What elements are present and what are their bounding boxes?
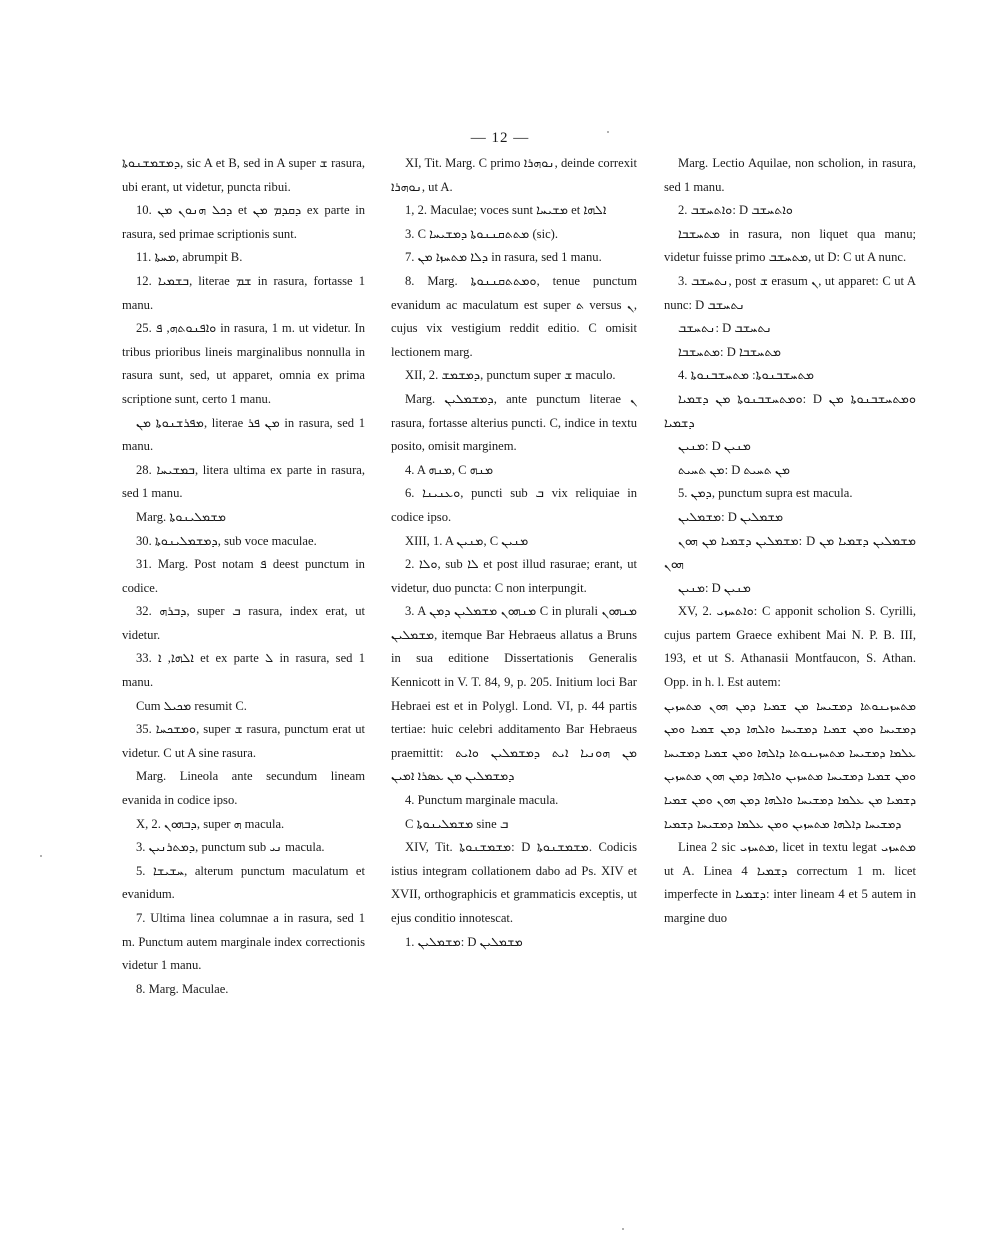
print-speck — [40, 855, 42, 857]
note-paragraph: 25. ܘܐܦܢܘܬܗ, ܦ in rasura, 1 m. ut videtur. In tribus prioribus lineis marginalibus nonnulla in rasura sunt, sed, ut apparet, omnia ex prima scriptione sunt, certo 1 manu. — [122, 321, 366, 406]
note-paragraph: ܡܬܚܫܒܐ: D ܡܬܚܫܒܐ — [678, 344, 781, 359]
note-paragraph: 30. ܕܡܫܡܠܝܢܘܬܐ, sub voce maculae. — [136, 533, 317, 548]
right-column — [664, 152, 916, 931]
note-paragraph: XI, Tit. Marg. C primo ܢܘܗܪܐ, deinde correxit ܢܘܗܪܐ, ut A. — [391, 156, 637, 194]
syriac-scholion: ܡܬܚܙܝܢܘܬܐ ܕܡܫܝܚܐ ܡܢ ܫܡܝܐ ܕܡܢ ܗܘܢ ܡܬܚܙܝܢ ܕܡܫܝܚܐ ܘܡܢ ܫܡܝܐ ܕܡܫܝܚܐ ܘܐܠܗܐ ܕܡܢ ܫܡܝܐ ܘܡܢ ܥܠܡܐ ܕܡܫܝܚܐ ܡܬܚܙܝܢܘܬܐ ܕܐܠܗܐ ܘܡܢ ܫܡܝܐ ܕܡܫܝܚܐ ܘܡܢ ܫܡܝܐ ܕܡܫܝܚܐ ܡܬܚܙܝܢ ܘܐܠܗܐ ܕܡܢ ܗܘܢ ܡܬܚܙܝܢ ܕܫܡܝܐ ܡܢ ܥܠܡܐ ܕܡܫܝܚܐ ܘܐܠܗܐ ܕܡܢ ܗܘܢ ܘܡܢ ܫܡܝܐ ܕܡܫܝܚܐ ܕܐܠܗܐ ܡܬܚܙܝܢ ܘܡܢ ܥܠܡܐ ܕܡܫܝܚܐ ܕܫܡܝܐ — [664, 698, 916, 831]
print-speck — [607, 131, 609, 133]
note-paragraph: ܘܡܬܚܫܒܢܘܬܐ ܡܢ ܕܫܡܝܐ: D ܘܡܬܚܫܒܢܘܬܐ ܡܢ ܕܫܡܝܐ — [664, 391, 917, 430]
note-paragraph: X, 2. ܕܒܗܘܢ, super ܗ macula. — [136, 816, 285, 831]
note-paragraph: 10. ܕܟܠ ܗܢܘܢ ܡܢ et ܕܩܕܡ ܡܢ ex parte in rasura, sed primae scriptionis sunt. — [122, 203, 366, 241]
note-paragraph: ܡܬܚܫܒܐ in rasura, non liquet qua manu; videtur fuisse primo ܡܬܚܫܒ, ut D: C ut A nunc. — [664, 226, 916, 265]
note-paragraph: 3. ܕܡܬܪܢܝܢ, punctum sub ܢܝ macula. — [136, 840, 325, 855]
note-paragraph: ܡܫܡܠܝܢ: D ܡܫܡܠܝܢ — [678, 509, 784, 524]
note-paragraph: 3. C ܡܬܬܩܢܢܘܬܐ ܕܡܫܝܚܐ (sic). — [405, 226, 559, 241]
note-paragraph: 7. Ultima linea columnae a in rasura, sed 1 m. Punctum autem marginale index correctionis videtur 1 manu. — [122, 911, 365, 973]
note-paragraph: 8. Marg. ܘܡܬܬܩܢܢܘܬܐ, tenue punctum evanidum ac maculatum est super ܬ versus ܢ, cujus vix vestigium reddit editio. C omisit lectionem marg. — [391, 273, 637, 359]
note-paragraph: Cum ܡܟܝܠ resumit C. — [136, 698, 247, 713]
note-paragraph: 4. ܡܬܚܫܒܢܘܬܐ: ܡܬܚܫܒܢܘܬܐ — [678, 368, 815, 383]
note-paragraph: ܢܬܚܫܒ: D ܢܬܚܫܒ — [678, 321, 772, 336]
left-column — [122, 152, 365, 1001]
note-paragraph: XII, 2. ܕܡܫܡܫ, punctum super ܫ maculo. — [405, 368, 616, 383]
note-paragraph: 6. ܘܥܢܝܢܐ, puncti sub ܒ vix reliquiae in codice ipso. — [391, 486, 638, 524]
note-paragraph: ܡܫܡܠܝܢ ܕܫܡܝܐ ܡܢ ܗܘܢ: D ܡܫܡܠܝܢ ܕܫܡܝܐ ܡܢ ܗܘܢ — [664, 533, 917, 572]
note-paragraph: 1. ܡܫܡܠܝܢ: D ܡܫܡܠܝܢ — [405, 934, 523, 949]
note-paragraph: 11. ܡܚܬܐ, abrumpit B. — [136, 250, 243, 265]
note-paragraph: 5. ܚܫܝܫܐ, alterum punctum maculatum et evanidum. — [122, 863, 365, 902]
note-paragraph: C ܡܫܡܠܝܢܘܬܐ sine ܒ — [405, 816, 509, 831]
note-paragraph: ܕܡܫܡܫܢܘܬܐ, sic A et B, sed in A super ܫ rasura, ubi erant, ut videtur, puncta ribui. — [122, 156, 366, 194]
print-speck — [622, 1228, 624, 1230]
page-number: — 12 — — [470, 130, 530, 146]
note-paragraph: 4. A ܡܢܗ, C ܡܢܗ — [405, 462, 494, 477]
note-paragraph: 2. ܘܐܬܚܫܒ: D ܘܐܬܚܫܒ — [678, 203, 793, 218]
note-paragraph: Marg. ܡܫܡܠܝܢܘܬܐ — [136, 509, 227, 524]
note-paragraph: Linea 2 sic ܡܬܚܙܝ, licet in textu legat ܡܬܚܙܝ ut A. Linea 4 ܕܫܡܝܐ correctum 1 m. licet imperfecte in ܕܫܡܝܐ: inter lineam 4 et 5 autem in margine duo — [664, 840, 917, 925]
note-paragraph: 8. Marg. Maculae. — [136, 981, 229, 996]
note-paragraph: 31. Marg. Post notam ܦ deest punctum in codice. — [122, 557, 365, 595]
note-paragraph: Marg. ܕܡܫܡܠܝܢ, ante punctum literae ܢ rasura, fortasse alterius puncti. C, indice in textu posito, omisit marginem. — [391, 391, 637, 454]
note-paragraph: 33. ܐܠܗܐ, ܐ et ex parte ܠ in rasura, sed 1 manu. — [122, 651, 366, 690]
note-paragraph: XIV, Tit. ܡܫܡܫܢܘܬܐ: D ܡܫܡܫܢܘܬܐ. Codicis istius integram collationem dabo ad Ps. XIV et XVII, orthographicis et grammaticis exceptis, ut ejus conditio innotescat. — [391, 840, 638, 925]
note-paragraph: ܡܦܪܫܢܘܬܐ ܡܢ, literae ܡܢ ܦܪ in rasura, sed 1 manu. — [122, 415, 366, 454]
note-paragraph: 1, 2. Maculae; voces sunt ܡܫܝܚܐ et ܐܠܗܐ — [405, 203, 607, 218]
note-paragraph: 35. ܘܡܫܟܚܐ, super ܫ rasura, punctum erat ut videtur. C ut A sine rasura. — [122, 722, 365, 760]
note-paragraph: ܡܢܝܢ: D ܡܢܝܢ — [678, 580, 751, 595]
note-paragraph: Marg. Lectio Aquilae, non scholion, in rasura, sed 1 manu. — [664, 156, 916, 194]
note-paragraph: ܡܢܝܢ: D ܡܢܝܢ — [678, 439, 751, 454]
note-paragraph: 2. ܘܠܐ, sub ܠܐ et post illud rasurae; erant, ut videtur, duo puncta: C non interpungit. — [391, 557, 638, 595]
note-paragraph: 5. ܕܡܢ, punctum supra est macula. — [678, 486, 853, 501]
note-paragraph: 28. ܒܡܫܝܚܐ, litera ultima ex parte in rasura, sed 1 manu. — [122, 462, 366, 501]
note-paragraph: 4. Punctum marginale macula. — [405, 793, 559, 808]
note-paragraph: XIII, 1. A ܡܢܝܢ, C ܡܢܝܢ — [405, 533, 529, 548]
note-paragraph: 7. ܕܠܐ ܡܬܚܙܐ ܡܢ in rasura, sed 1 manu. — [405, 250, 602, 265]
note-paragraph: Marg. Lineola ante secundum lineam evanida in codice ipso. — [122, 769, 365, 808]
note-paragraph: 3. ܢܬܚܫܒ, post ܫ erasum ܢ, ut apparet: C ut A nunc: D ܢܬܚܫܒ — [664, 273, 917, 312]
note-paragraph: 32. ܕܒܪܗ, super ܒ rasura, index erat, ut videtur. — [122, 604, 365, 642]
note-paragraph: 3. A ܡܢܗܘܢ ܡܫܡܠܝܢ ܕܡܢ C in plurali ܡܢܗܘܢ ܡܫܡܠܝܢ, itemque Bar Hebraeus allatus a Bruns in sua editione Dissertationis Generalis Kennicott in V. T. 84, 9, p. 205. Initium loci Bar Hebraei est et in Polygl. Lond. VI, p. 44 partis tertiae: huic celebri additamento Bar Hebraeus praemittit: ܡܢ ܗܘܢܝܐ ܐܝܬ ܕܡܫܡܠܝܢ ܘܐܝܬ ܕܡܫܡܠܝܢ ܡܢ ܥܣܪܐ ܐܡܝܢ — [391, 604, 638, 784]
note-paragraph: 12. ܒܫܡܝܐ, literae ܫܡ in rasura, fortasse 1 manu. — [122, 273, 366, 312]
note-paragraph: XV, 2. ܘܐܬܚܙܝ: C apponit scholion S. Cyrilli, cujus partem Graece exhibent Mai N. P. B. III, 193, et ut S. Athanasii Montfaucon, S. Athan. Opp. in h. l. Est autem: — [664, 604, 916, 690]
note-paragraph: ܡܢ ܬܚܝܬ: D ܡܢ ܬܚܝܬ — [678, 462, 791, 477]
middle-column — [391, 152, 637, 954]
